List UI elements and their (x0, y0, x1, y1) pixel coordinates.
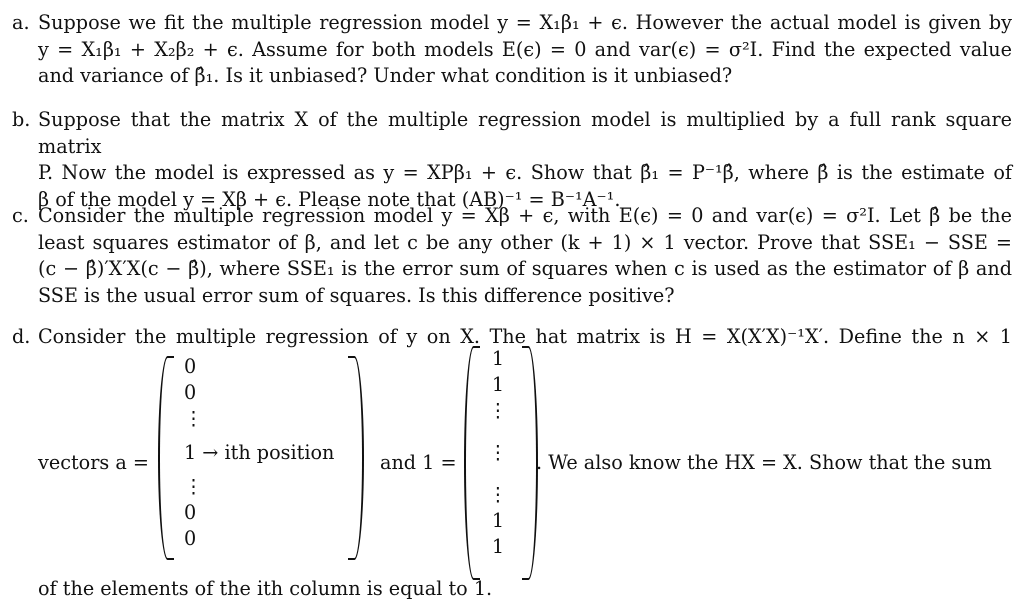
vector-ones-entry: ⋮ (488, 483, 508, 506)
problem-c-line-4: SSE is the usual error sum of squares. Is this difference positive? (38, 283, 675, 307)
vector-ones-entry: 1 (491, 373, 505, 396)
vector-ones-entry: ⋮ (488, 399, 508, 422)
and-label: and 1 = (380, 451, 457, 474)
vector-ones-entry: 1 (491, 347, 505, 370)
problem-d-label: d. (12, 325, 31, 348)
vector-a-entry: 0 (184, 381, 197, 404)
problem-c-line-2: least squares estimator of β, and let c be any other (k + 1) × 1 vector. Prove that SSE₁ − SSE = (38, 230, 1012, 254)
vector-ones-entry: 1 (491, 509, 505, 532)
vectors-prefix: vectors a = (38, 451, 149, 474)
problem-b-line-1: Suppose that the matrix X of the multiple regression model is multiplied by a full rank square matrix (38, 108, 1012, 158)
vector-a-entry: 0 (184, 501, 197, 524)
problem-d-closing-line: of the elements of the ith column is equal to 1. (38, 577, 493, 600)
problem-a-line-2: y = X₁β₁ + X₂β₂ + ϵ. Assume for both models E(ϵ) = 0 and var(ϵ) = σ²I. Find the expected value (38, 37, 1012, 61)
problem-c-line-1: Consider the multiple regression model y = Xβ + ϵ, with E(ϵ) = 0 and var(ϵ) = σ²I. Let β̂ be the (38, 204, 1012, 227)
vector-a (174, 354, 344, 552)
problem-b-line-3: β of the model y = Xβ + ϵ. Please note that (AB)⁻¹ = B⁻¹A⁻¹. (38, 187, 621, 211)
problem-d-vectors (38, 347, 1012, 602)
vector-ones-entry: 1 (491, 535, 505, 558)
after-vectors-text: . We also know the HX = X. Show that the sum (536, 451, 992, 474)
vector-ones-entry: ⋮ (488, 441, 508, 464)
problem-b-label: b. (12, 108, 31, 131)
vector-ones (478, 346, 518, 560)
vector-a-entry: ⋮ (184, 475, 204, 498)
problem-a-label: a. (12, 11, 30, 34)
problem-b-line-2: P. Now the model is expressed as y = XPβ₁ + ϵ. Show that β̂₁ = P⁻¹β̂, where β̂ is the estimate of (38, 161, 1012, 184)
vector-a-entry: 0 (184, 355, 197, 378)
vector-a-entry: 1 → ith position (184, 441, 335, 464)
problem-a-line-3: and variance of β̂₁. Is it unbiased? Under what condition is it unbiased? (38, 64, 733, 87)
vector-a-right-paren (348, 356, 364, 560)
problem-c-line-3: (c − β̂)′X′X(c − β̂), where SSE₁ is the error sum of squares when c is used as the estimator of β and (38, 257, 1012, 280)
problem-d-line-1: Consider the multiple regression of y on X. The hat matrix is H = X(X′X)⁻¹X′. Define the n × 1 (38, 325, 1012, 348)
problem-c-label: c. (12, 204, 29, 227)
vector-a-left-paren (158, 356, 174, 560)
vector-a-entry: 0 (184, 527, 197, 550)
problem-a-line-1: Suppose we fit the multiple regression model y = X₁β₁ + ϵ. However the actual model is given by (38, 11, 1012, 34)
vector-a-entry: ⋮ (184, 407, 204, 430)
